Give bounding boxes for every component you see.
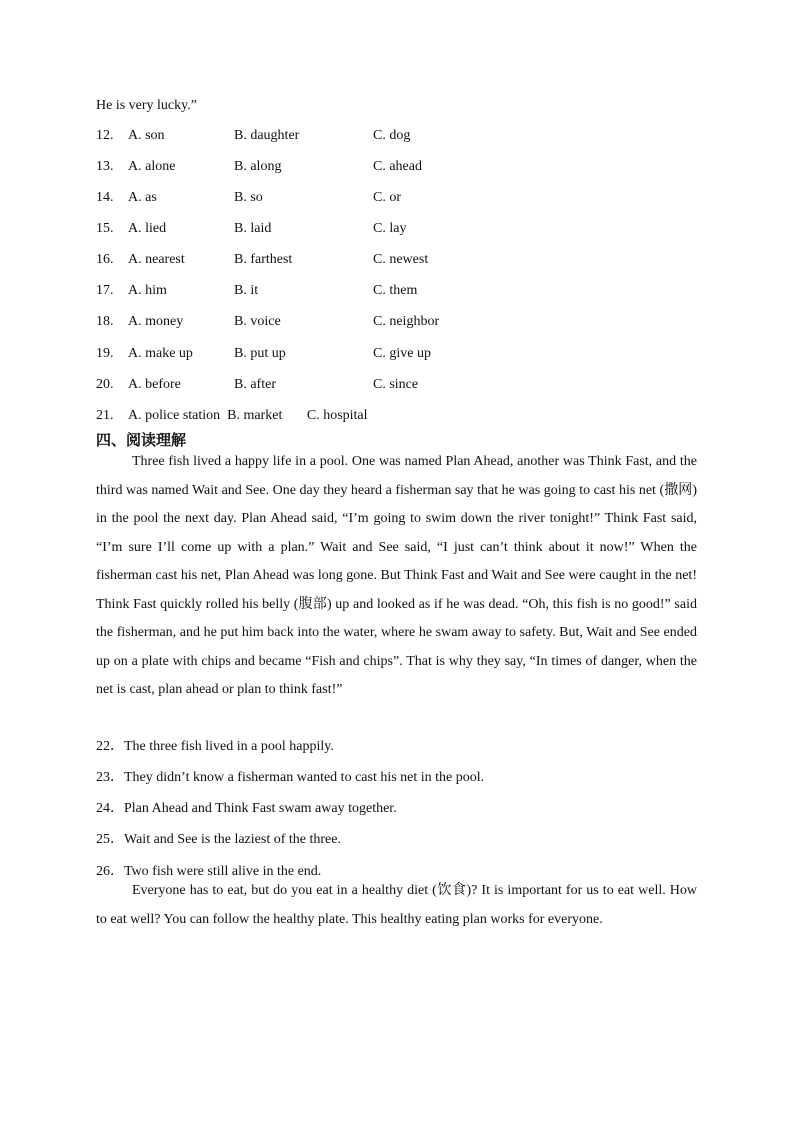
- question-14-options: [96, 189, 716, 207]
- question-19-options: [96, 345, 716, 363]
- statement-26: 26．Two fish were still alive in the end.: [96, 864, 322, 879]
- question-number: 20.: [96, 377, 114, 392]
- option-b: B. daughter: [234, 128, 300, 143]
- question-21-options: [96, 407, 716, 425]
- option-a: A. nearest: [128, 252, 185, 267]
- option-c: C. neighbor: [373, 314, 440, 329]
- option-c: C. dog: [373, 128, 411, 143]
- option-line: A. police station B. market C. hospital: [128, 408, 368, 423]
- question-13-options: [96, 158, 716, 176]
- question-number: 17.: [96, 283, 114, 298]
- option-c: C. since: [373, 377, 419, 392]
- option-c: C. ahead: [373, 159, 422, 174]
- question-number: 21.: [96, 408, 114, 423]
- question-18-options: [96, 313, 716, 331]
- option-b: B. along: [234, 159, 282, 174]
- question-16-options: [96, 251, 716, 269]
- passage-text: Three fish lived a happy life in a pool. One was named Plan Ahead, another was Think Fast, and the third was named Wait and See. One day they heard a fisherman say that he was going to cast his net (撒网) in the pool the next day. Plan Ahead said, “I’m going to swim down the river tonight!” Think Fast said, “I’m sure I’ll come up with a plan.” Wait and See said, “I just can’t think about it now!” When the fisherman cast his net, Plan Ahead was long gone. But Think Fast and Wait and See were caught in the net! Think Fast quickly rolled his belly (腹部) up and looked as if he was dead. “Oh, this fish is no good!” said the fisherman, and he put him back into the water, where he swam away to safety. But, Wait and See ended up on a plate with chips and became “Fish and chips”. That is why they say, “In times of danger, when the net is cast, plan ahead or plan to think fast!”: [96, 454, 697, 697]
- question-17-options: [96, 282, 716, 300]
- option-c: C. or: [373, 190, 401, 205]
- option-a: A. him: [128, 283, 167, 298]
- reading-passage-1: [96, 448, 697, 705]
- statement-25: 25．Wait and See is the laziest of the three.: [96, 832, 341, 847]
- option-a: A. son: [128, 128, 165, 143]
- option-c: C. newest: [373, 252, 429, 267]
- statement-23: 23．They didn’t know a fisherman wanted to cast his net in the pool.: [96, 770, 485, 785]
- option-c: C. give up: [373, 346, 431, 361]
- question-number: 16.: [96, 252, 114, 267]
- option-a: A. money: [128, 314, 184, 329]
- question-number: 19.: [96, 346, 114, 361]
- option-b: B. put up: [234, 346, 286, 361]
- option-b: B. it: [234, 283, 259, 298]
- option-a: A. as: [128, 190, 157, 205]
- option-c: C. them: [373, 283, 418, 298]
- option-a: A. make up: [128, 346, 193, 361]
- reading-passage-2: [96, 877, 697, 934]
- option-a: A. lied: [128, 221, 167, 236]
- option-b: B. farthest: [234, 252, 293, 267]
- section-title: 四、阅读理解: [96, 431, 187, 449]
- question-12-options: [96, 127, 716, 145]
- question-number: 13.: [96, 159, 114, 174]
- option-a: A. before: [128, 377, 181, 392]
- option-b: B. laid: [234, 221, 272, 236]
- option-a: A. alone: [128, 159, 176, 174]
- option-b: B. after: [234, 377, 276, 392]
- statement-22: 22．The three fish lived in a pool happily.: [96, 739, 334, 754]
- passage-text: Everyone has to eat, but do you eat in a healthy diet (饮食)? It is important for us to eat well. How to eat well? You can follow the healthy plate. This healthy eating plan works for everyone.: [96, 883, 697, 927]
- intro-line: He is very lucky.”: [96, 98, 197, 113]
- option-b: B. so: [234, 190, 263, 205]
- statement-24: 24．Plan Ahead and Think Fast swam away together.: [96, 801, 397, 816]
- question-number: 15.: [96, 221, 114, 236]
- question-number: 14.: [96, 190, 114, 205]
- question-15-options: [96, 220, 716, 238]
- question-20-options: [96, 376, 716, 394]
- question-number: 18.: [96, 314, 114, 329]
- option-c: C. lay: [373, 221, 407, 236]
- option-b: B. voice: [234, 314, 281, 329]
- question-number: 12.: [96, 128, 114, 143]
